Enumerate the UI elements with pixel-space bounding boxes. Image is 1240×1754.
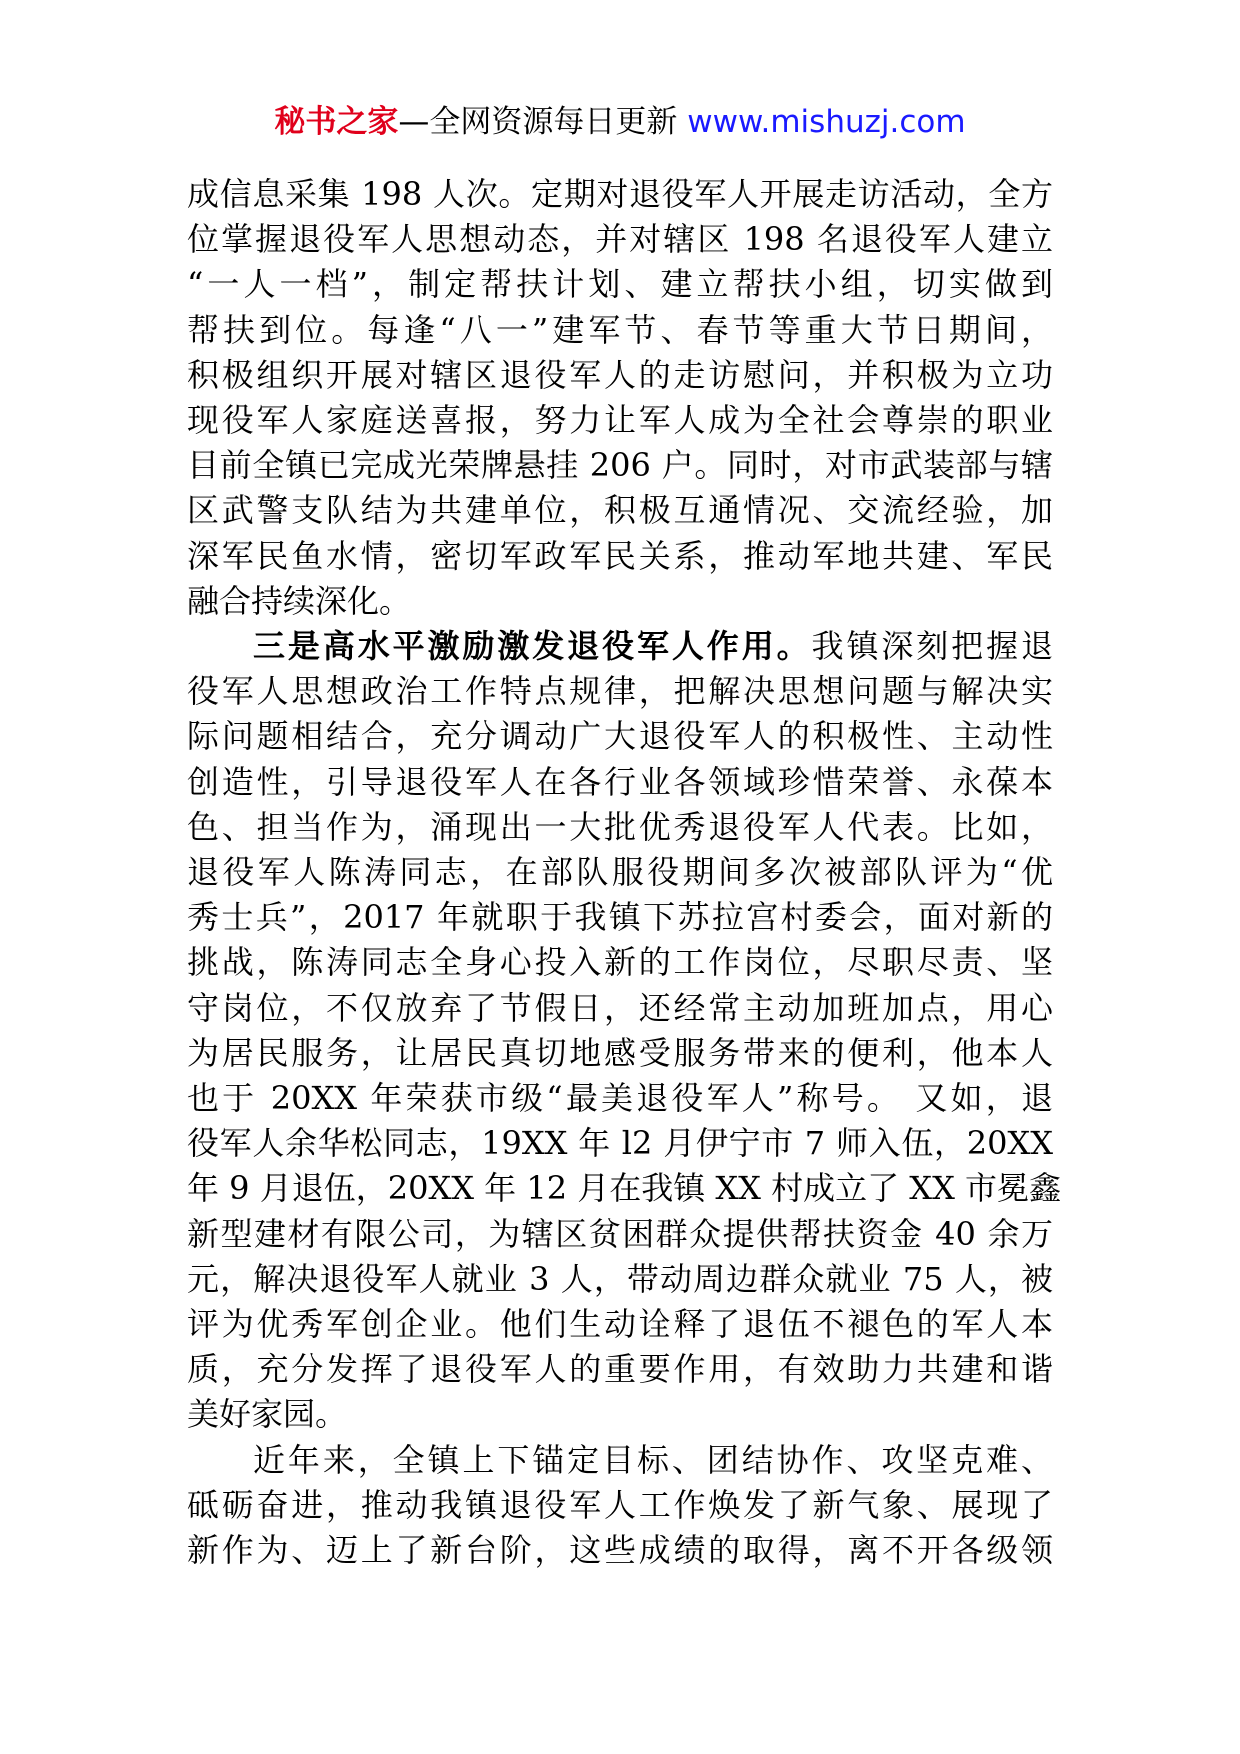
text-line: 近年来，全镇上下锚定目标、团结协作、攻坚克难、 — [253, 1440, 1053, 1479]
text-line: 色、担当作为，涌现出一大批优秀退役军人代表。比如， — [187, 807, 1053, 846]
paragraph-3 — [187, 1438, 1053, 1574]
document-body — [187, 172, 1062, 1573]
text-line: 美好家园。 — [187, 1395, 348, 1434]
text-line: 帮扶到位。每逢“八一”建军节、春节等重大节日期间， — [187, 310, 1053, 349]
text-line: 守岗位，不仅放弃了节假日，还经常主动加班加点，用心 — [187, 988, 1053, 1027]
text-line: 役军人余华松同志，19XX 年 l2 月伊宁市 7 师入伍，20XX — [187, 1124, 1053, 1163]
paragraph-1 — [187, 172, 1053, 624]
header-brand: 秘书之家 — [274, 104, 399, 140]
text-line: 新作为、迈上了新台阶，这些成绩的取得，离不开各级领 — [187, 1531, 1053, 1570]
text-line: 砥砺奋进，推动我镇退役军人工作焕发了新气象、展现了 — [187, 1485, 1053, 1524]
text-line: 积极组织开展对辖区退役军人的走访慰问，并积极为立功 — [187, 355, 1053, 394]
text-fragment: 我镇深刻把握退 — [811, 627, 1053, 666]
text-line: 年 9 月退伍，20XX 年 12 月在我镇 XX 村成立了 XX 市冕鑫 — [187, 1169, 1062, 1208]
text-line: 新型建材有限公司，为辖区贫困群众提供帮扶资金 40 余万 — [187, 1214, 1053, 1253]
text-line: 际问题相结合，充分调动广大退役军人的积极性、主动性 — [187, 717, 1053, 756]
text-line: 现役军人家庭送喜报，努力让军人成为全社会尊崇的职业 — [187, 401, 1053, 440]
text-line: 评为优秀军创企业。他们生动诠释了退伍不褪色的军人本 — [187, 1305, 1053, 1344]
text-line — [187, 624, 1053, 669]
paragraph-lead-heading: 三是高水平激励激发退役军人作用。 — [253, 627, 812, 666]
text-line: 质，充分发挥了退役军人的重要作用，有效助力共建和谐 — [187, 1350, 1053, 1389]
text-line: 为居民服务，让居民真切地感受服务带来的便利，他本人 — [187, 1033, 1053, 1072]
header-tagline: —全网资源每日更新 — [398, 104, 678, 140]
text-line: 目前全镇已完成光荣牌悬挂 206 户。同时，对市武装部与辖 — [187, 446, 1053, 485]
text-line: “一人一档”，制定帮扶计划、建立帮扶小组，切实做到 — [187, 265, 1053, 304]
text-line: 区武警支队结为共建单位，积极互通情况、交流经验，加 — [187, 491, 1053, 530]
header-site-link[interactable]: www.mishuzj.com — [687, 104, 966, 140]
text-line: 位掌握退役军人思想动态，并对辖区 198 名退役军人建立 — [187, 220, 1053, 259]
text-line: 成信息采集 198 人次。定期对退役军人开展走访活动，全方 — [187, 175, 1053, 213]
text-line: 融合持续深化。 — [187, 581, 412, 620]
text-line: 深军民鱼水情，密切军政军民关系，推动军地共建、军民 — [187, 536, 1053, 575]
text-line: 秀士兵”，2017 年就职于我镇下苏拉宫村委会，面对新的 — [187, 898, 1053, 937]
page-header — [0, 102, 1240, 142]
text-line: 挑战，陈涛同志全身心投入新的工作岗位，尽职尽责、坚 — [187, 943, 1053, 982]
paragraph-2 — [187, 624, 1062, 1438]
text-line: 也于 20XX 年荣获市级“最美退役军人”称号。 又如，退 — [187, 1079, 1053, 1118]
text-line: 创造性，引导退役军人在各行业各领域珍惜荣誉、永葆本 — [187, 762, 1053, 801]
text-line: 退役军人陈涛同志，在部队服役期间多次被部队评为“优 — [187, 853, 1053, 892]
text-line: 元，解决退役军人就业 3 人，带动周边群众就业 75 人，被 — [187, 1259, 1053, 1298]
text-line: 役军人思想政治工作特点规律，把解决思想问题与解决实 — [187, 672, 1053, 711]
